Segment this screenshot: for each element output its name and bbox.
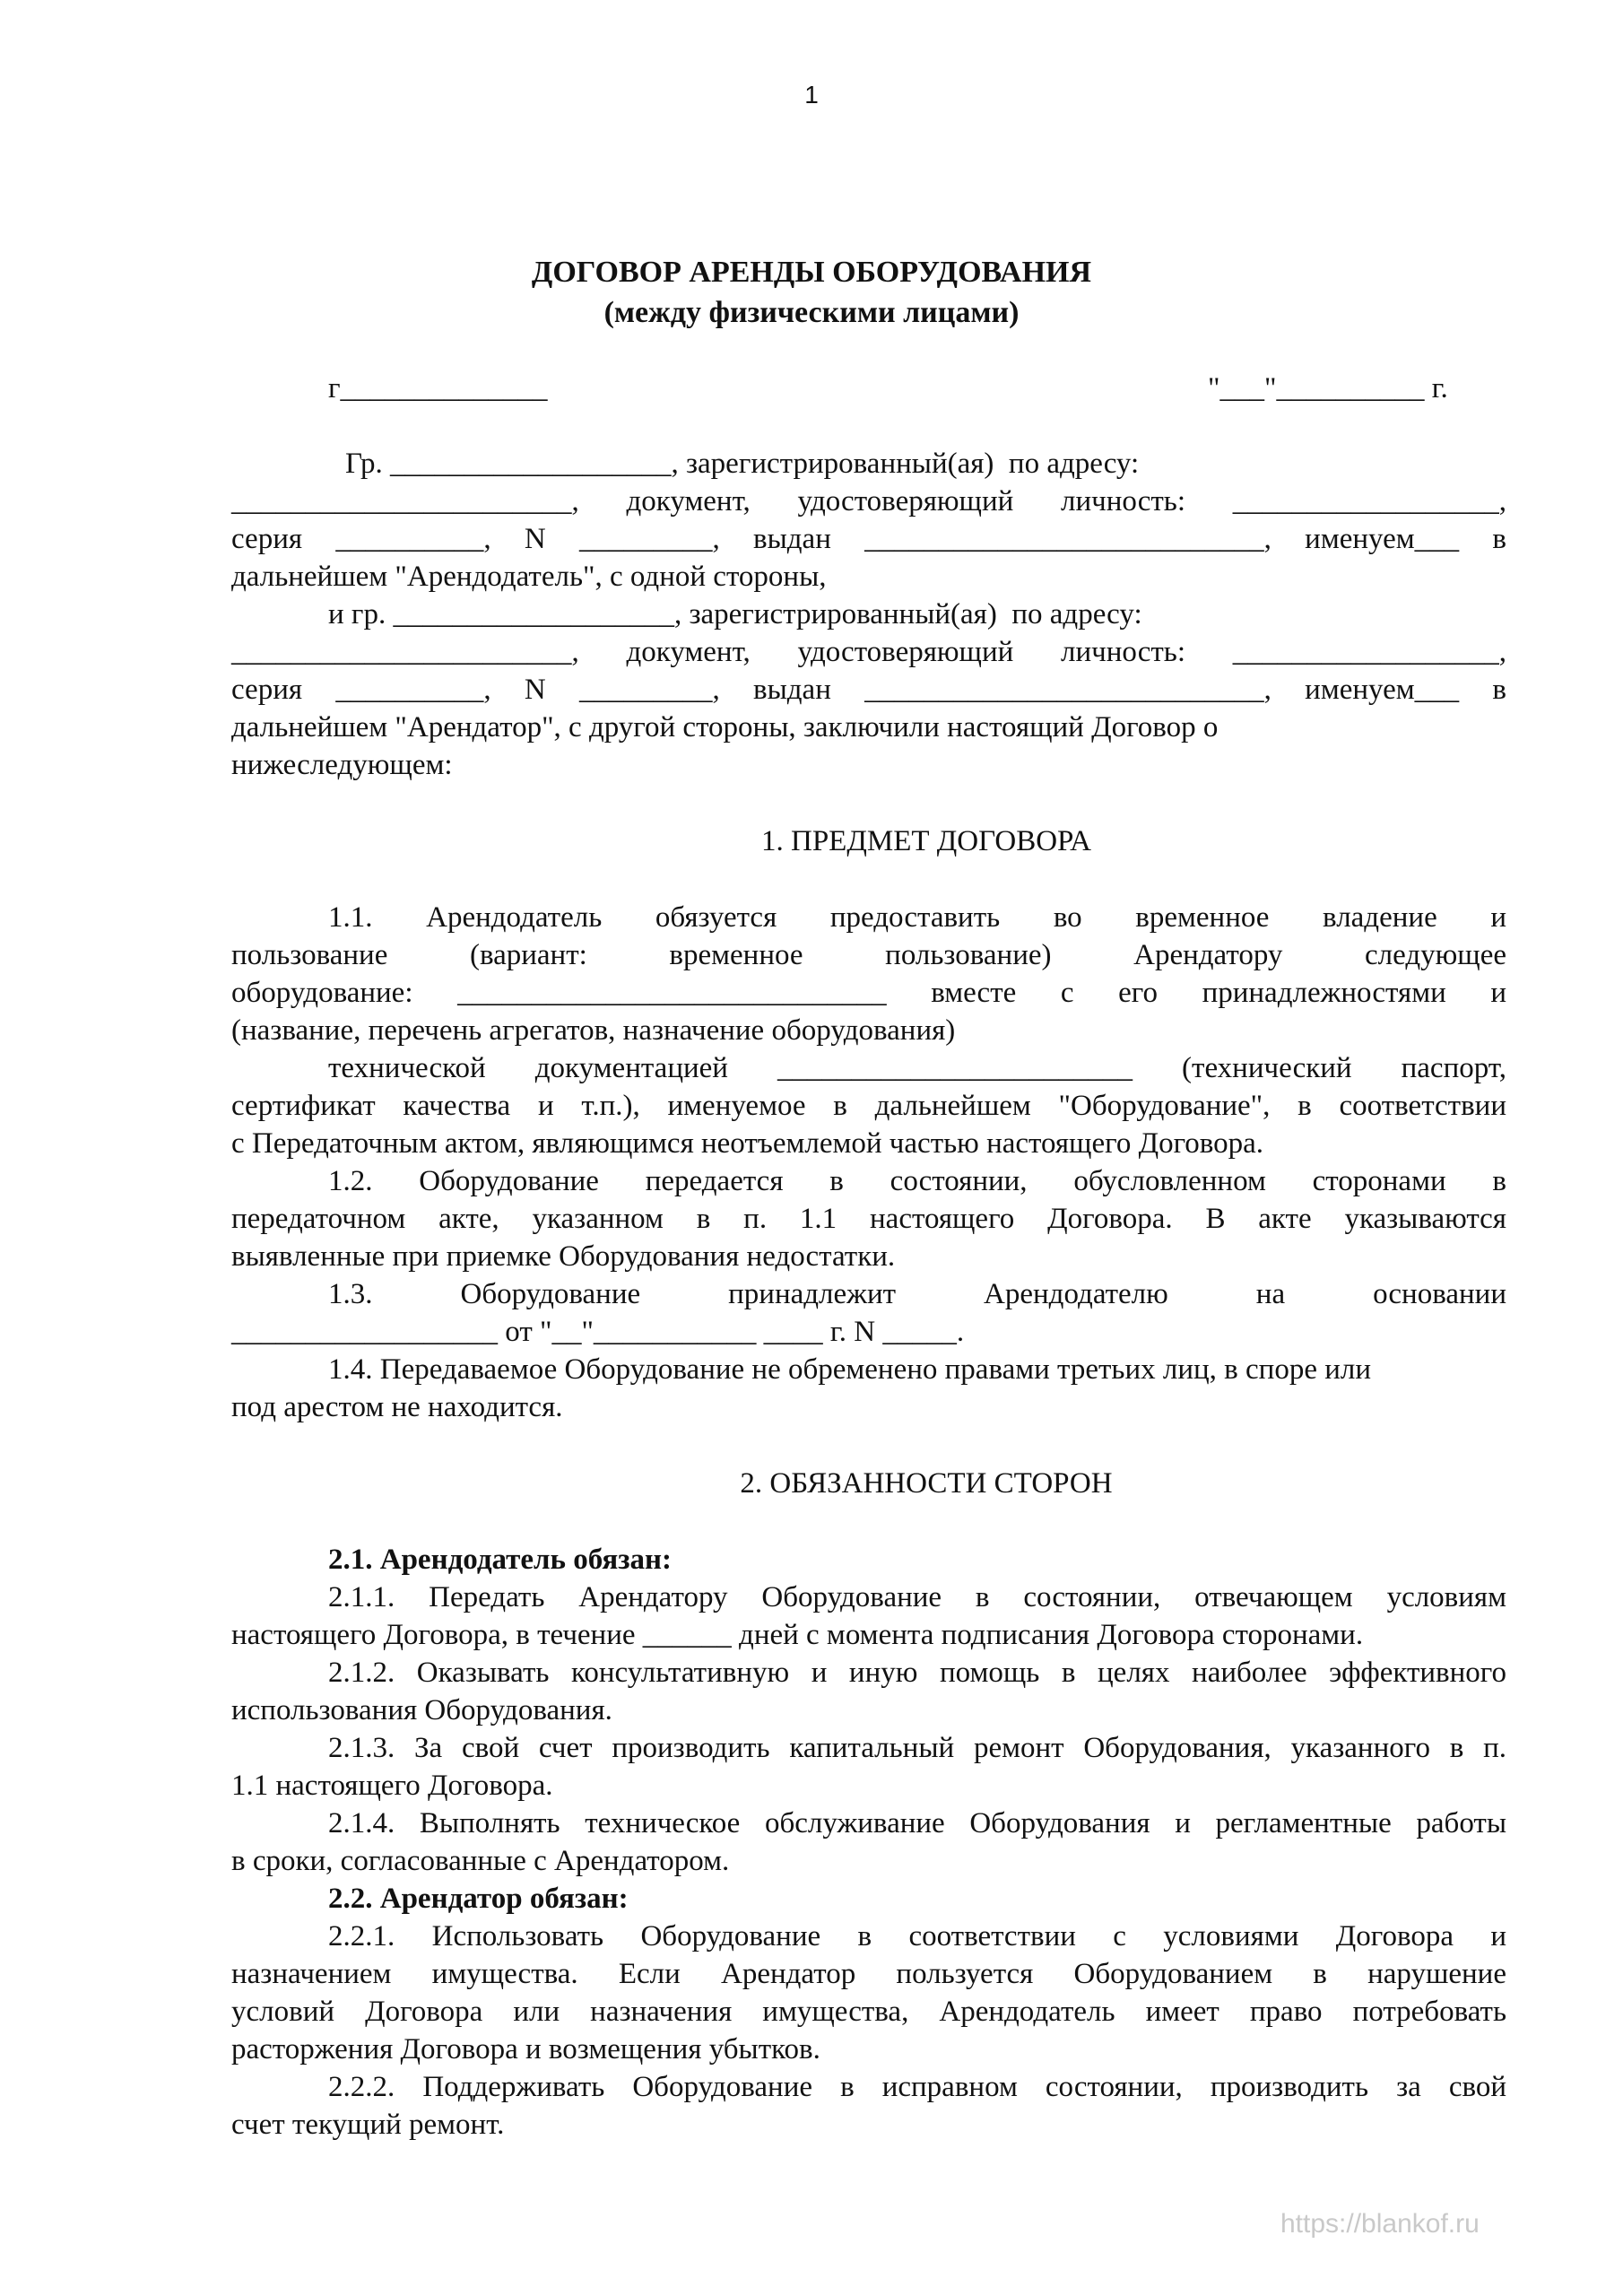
paragraph-line: 1.3. Оборудование принадлежит Арендодателю на основании (328, 1278, 1506, 1310)
paragraph-line: __________________ от "__"___________ ____ г. N _____. (231, 1316, 965, 1348)
paragraph-line: дальнейшем "Арендатор", с другой стороны, заключили настоящий Договор о (231, 711, 1219, 744)
paragraph-line: передаточном акте, указанном в п. 1.1 настоящего Договора. В акте указываются (231, 1203, 1506, 1235)
paragraph-line: 2.2.2. Поддерживать Оборудование в исправном состоянии, производить за свой (328, 2071, 1506, 2103)
paragraph-line: _______________________, документ, удостоверяющий личность: __________________, (231, 485, 1506, 517)
paragraph-line: (название, перечень агрегатов, назначение оборудования) (231, 1014, 956, 1047)
paragraph-line: под арестом не находится. (231, 1391, 563, 1423)
section-heading: 2. ОБЯЗАННОСТИ СТОРОН (740, 1467, 1113, 1500)
paragraph-line: назначением имущества. Если Арендатор пользуется Оборудованием в нарушение (231, 1958, 1506, 1990)
paragraph-line: с Передаточным актом, являющимся неотъемлемой частью настоящего Договора. (231, 1127, 1264, 1160)
paragraph-line: сертификат качества и т.п.), именуемое в дальнейшем "Оборудование", в соответствии (231, 1090, 1506, 1122)
paragraph-line: 2.2.1. Использовать Оборудование в соответствии с условиями Договора и (328, 1920, 1506, 1952)
paragraph-line: Гр. ___________________, зарегистрированный(ая) по адресу: (345, 448, 1140, 480)
paragraph-line: 1.1 настоящего Договора. (231, 1770, 553, 1802)
page-number: 1 (804, 81, 819, 109)
paragraph-line: 1.2. Оборудование передается в состоянии, обусловленном сторонами в (328, 1165, 1506, 1197)
paragraph-line: нижеследующем: (231, 749, 453, 781)
paragraph-line: оборудование: _____________________________ вместе с его принадлежностями и (231, 977, 1506, 1009)
paragraph-line: использования Оборудования. (231, 1694, 612, 1726)
section-heading: 1. ПРЕДМЕТ ДОГОВОРА (761, 825, 1091, 857)
subsection-heading: 2.2. Арендатор обязан: (328, 1883, 629, 1915)
watermark-url: https://blankof.ru (1280, 2209, 1480, 2239)
paragraph-line: условий Договора или назначения имущества, Арендодатель имеет право потребовать (231, 1996, 1506, 2028)
paragraph-line: выявленные при приемке Оборудования недостатки. (231, 1240, 896, 1273)
paragraph-line: в сроки, согласованные с Арендатором. (231, 1845, 730, 1877)
paragraph-line: 1.4. Передаваемое Оборудование не обременено правами третьих лиц, в споре или (328, 1353, 1372, 1386)
document-subtitle: (между физическими лицами) (603, 296, 1020, 329)
paragraph-line: 1.1. Арендодатель обязуется предоставить во временное владение и (328, 901, 1506, 934)
paragraph-line: технической документацией ________________________ (технический паспорт, (328, 1052, 1506, 1084)
subsection-heading: 2.1. Арендодатель обязан: (328, 1544, 673, 1576)
city-field: г______________ (328, 372, 548, 404)
paragraph-line: счет текущий ремонт. (231, 2109, 505, 2141)
paragraph-line: дальнейшем "Арендодатель", с одной стороны, (231, 561, 827, 593)
paragraph-line: 2.1.2. Оказывать консультативную и иную помощь в целях наиболее эффективного (328, 1657, 1506, 1689)
paragraph-line: 2.1.3. За свой счет производить капитальный ремонт Оборудования, указанного в п. (328, 1732, 1506, 1764)
paragraph-line: пользование (вариант: временное пользование) Арендатору следующее (231, 939, 1506, 971)
paragraph-line: серия __________, N _________, выдан ___________________________, именуем___ в (231, 523, 1506, 555)
paragraph-line: и гр. ___________________, зарегистрированный(ая) по адресу: (328, 598, 1142, 631)
paragraph-line: 2.1.1. Передать Арендатору Оборудование в состоянии, отвечающем условиям (328, 1581, 1506, 1613)
paragraph-line: расторжения Договора и возмещения убытков. (231, 2033, 820, 2066)
document-title: ДОГОВОР АРЕНДЫ ОБОРУДОВАНИЯ (531, 256, 1092, 289)
date-field: "___"__________ г. (1208, 372, 1448, 404)
paragraph-line: 2.1.4. Выполнять техническое обслуживание Оборудования и регламентные работы (328, 1807, 1506, 1839)
paragraph-line: серия __________, N _________, выдан ___________________________, именуем___ в (231, 674, 1506, 706)
paragraph-line: настоящего Договора, в течение ______ дней с момента подписания Договора сторонами. (231, 1619, 1364, 1651)
paragraph-line: _______________________, документ, удостоверяющий личность: __________________, (231, 636, 1506, 668)
